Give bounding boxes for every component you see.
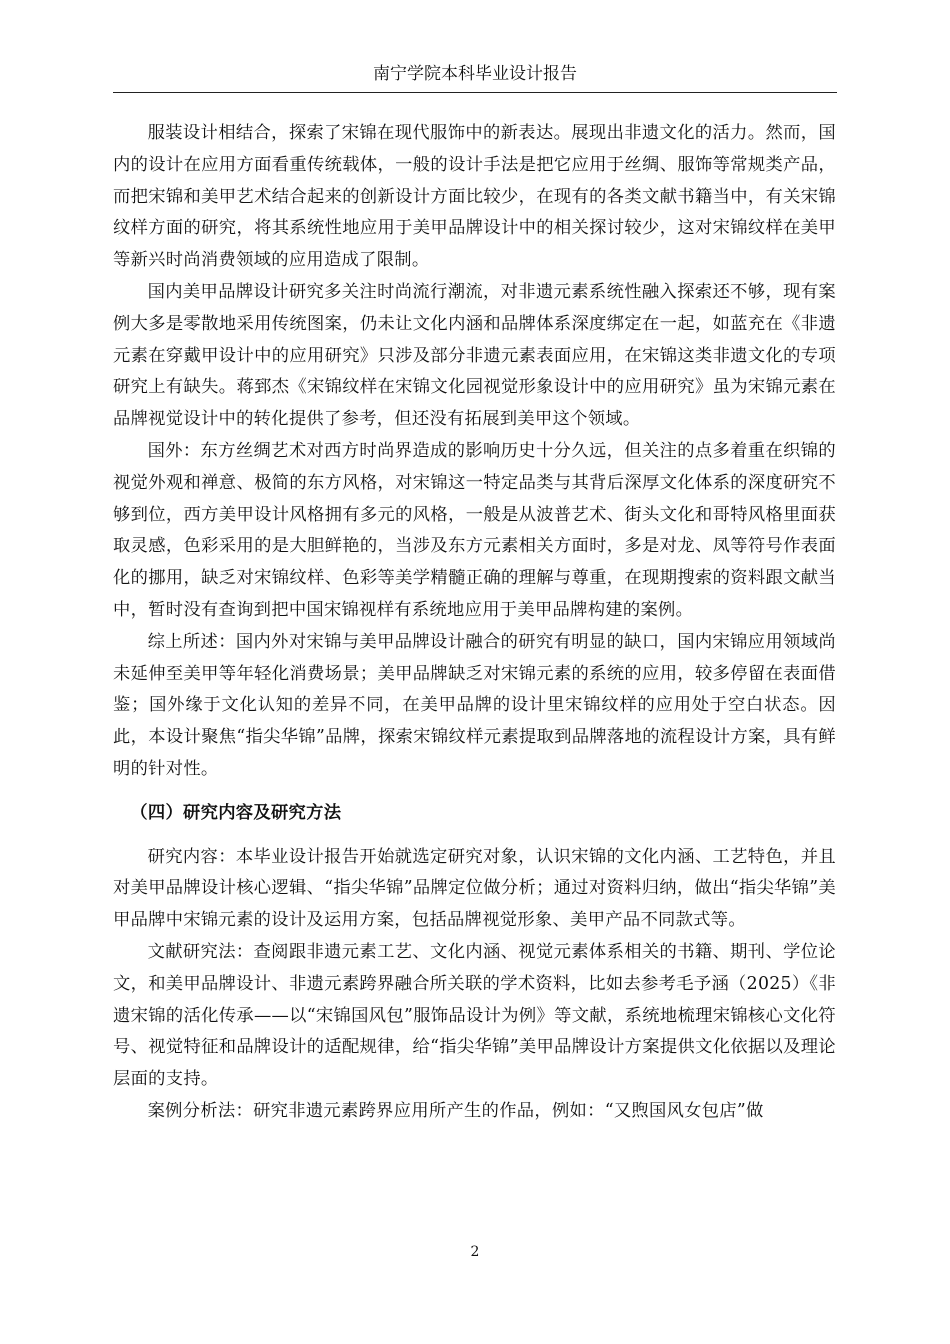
body-paragraph: 综上所述：国内外对宋锦与美甲品牌设计融合的研究有明显的缺口，国内宋锦应用领域尚未延伸至美甲等年轻化消费场景；美甲品牌缺乏对宋锦元素的系统的应用，较多停留在表面借鉴；国外缘于文化认知的差异不同，在美甲品牌的设计里宋锦纹样的应用处于空白状态。因此，本设计聚焦“指尖华锦”品牌，探索宋锦纹样元素提取到品牌落地的流程设计方案，具有鲜明的针对性。 [113, 631, 836, 779]
body-paragraph: 服装设计相结合，探索了宋锦在现代服饰中的新表达。展现出非遗文化的活力。然而，国内的设计在应用方面看重传统载体，一般的设计手法是把它应用于丝绸、服饰等常规类产品，而把宋锦和美甲艺术结合起来的创新设计方面比较少，在现有的各类文献书籍当中，有关宋锦纹样方面的研究，将其系统性地应用于美甲品牌设计中的相关探讨较少，这对宋锦纹样在美甲等新兴时尚消费领域的应用造成了限制。 [113, 123, 836, 271]
page-number: 2 [470, 1244, 480, 1260]
page-body [113, 118, 836, 1128]
page-header: 南宁学院本科毕业设计报告 [113, 62, 837, 93]
section-paragraph: 研究内容：本毕业设计报告开始就选定研究对象，认识宋锦的文化内涵、工艺特色，并且对美甲品牌设计核心逻辑、“指尖华锦”品牌定位做分析；通过对资料归纳，做出“指尖华锦”美甲品牌中宋锦元素的设计及运用方案，包括品牌视觉形象、美甲产品不同款式等。 [113, 846, 836, 931]
section-spacer [113, 786, 836, 798]
section-spacer [113, 830, 836, 842]
body-paragraph: 国外：东方丝绸艺术对西方时尚界造成的影响历史十分久远，但关注的点多着重在织锦的视觉外观和禅意、极简的东方风格，对宋锦这一特定品类与其背后深厚文化体系的深度研究不够到位，西方美甲设计风格拥有多元的风格，一般是从波普艺术、街头文化和哥特风格里面获取灵感，色彩采用的是大胆鲜艳的，当涉及东方元素相关方面时，多是对龙、凤等符号作表面化的挪用，缺乏对宋锦纹样、色彩等美学精髓正确的理解与尊重，在现期搜索的资料跟文献当中，暂时没有查询到把中国宋锦视样有系统地应用于美甲品牌构建的案例。 [113, 440, 836, 620]
section-paragraph: 案例分析法：研究非遗元素跨界应用所产生的作品，例如：“又煦国风女包店”做 [147, 1100, 764, 1121]
section-heading: （四）研究内容及研究方法 [130, 802, 342, 823]
section-paragraph: 文献研究法：查阅跟非遗元素工艺、文化内涵、视觉元素体系相关的书籍、期刊、学位论文，和美甲品牌设计、非遗元素跨界融合所关联的学术资料，比如去参考毛予涵（2025）《非遗宋锦的活化传承——以“宋锦国风包”服饰品设计为例》等文献，系统地梳理宋锦核心文化符号、视觉特征和品牌设计的适配规律，给“指尖华锦”美甲品牌设计方案提供文化依据以及理论层面的支持。 [113, 941, 836, 1090]
body-paragraph: 国内美甲品牌设计研究多关注时尚流行潮流，对非遗元素系统性融入探索还不够，现有案例大多是零散地采用传统图案，仍未让文化内涵和品牌体系深度绑定在一起，如蓝充在《非遗元素在穿戴甲设计中的应用研究》只涉及部分非遗元素表面应用，在宋锦这类非遗文化的专项研究上有缺失。蒋郅杰《宋锦纹样在宋锦文化园视觉形象设计中的应用研究》虽为宋锦元素在品牌视觉设计中的转化提供了参考，但还没有拓展到美甲这个领域。 [113, 281, 836, 430]
